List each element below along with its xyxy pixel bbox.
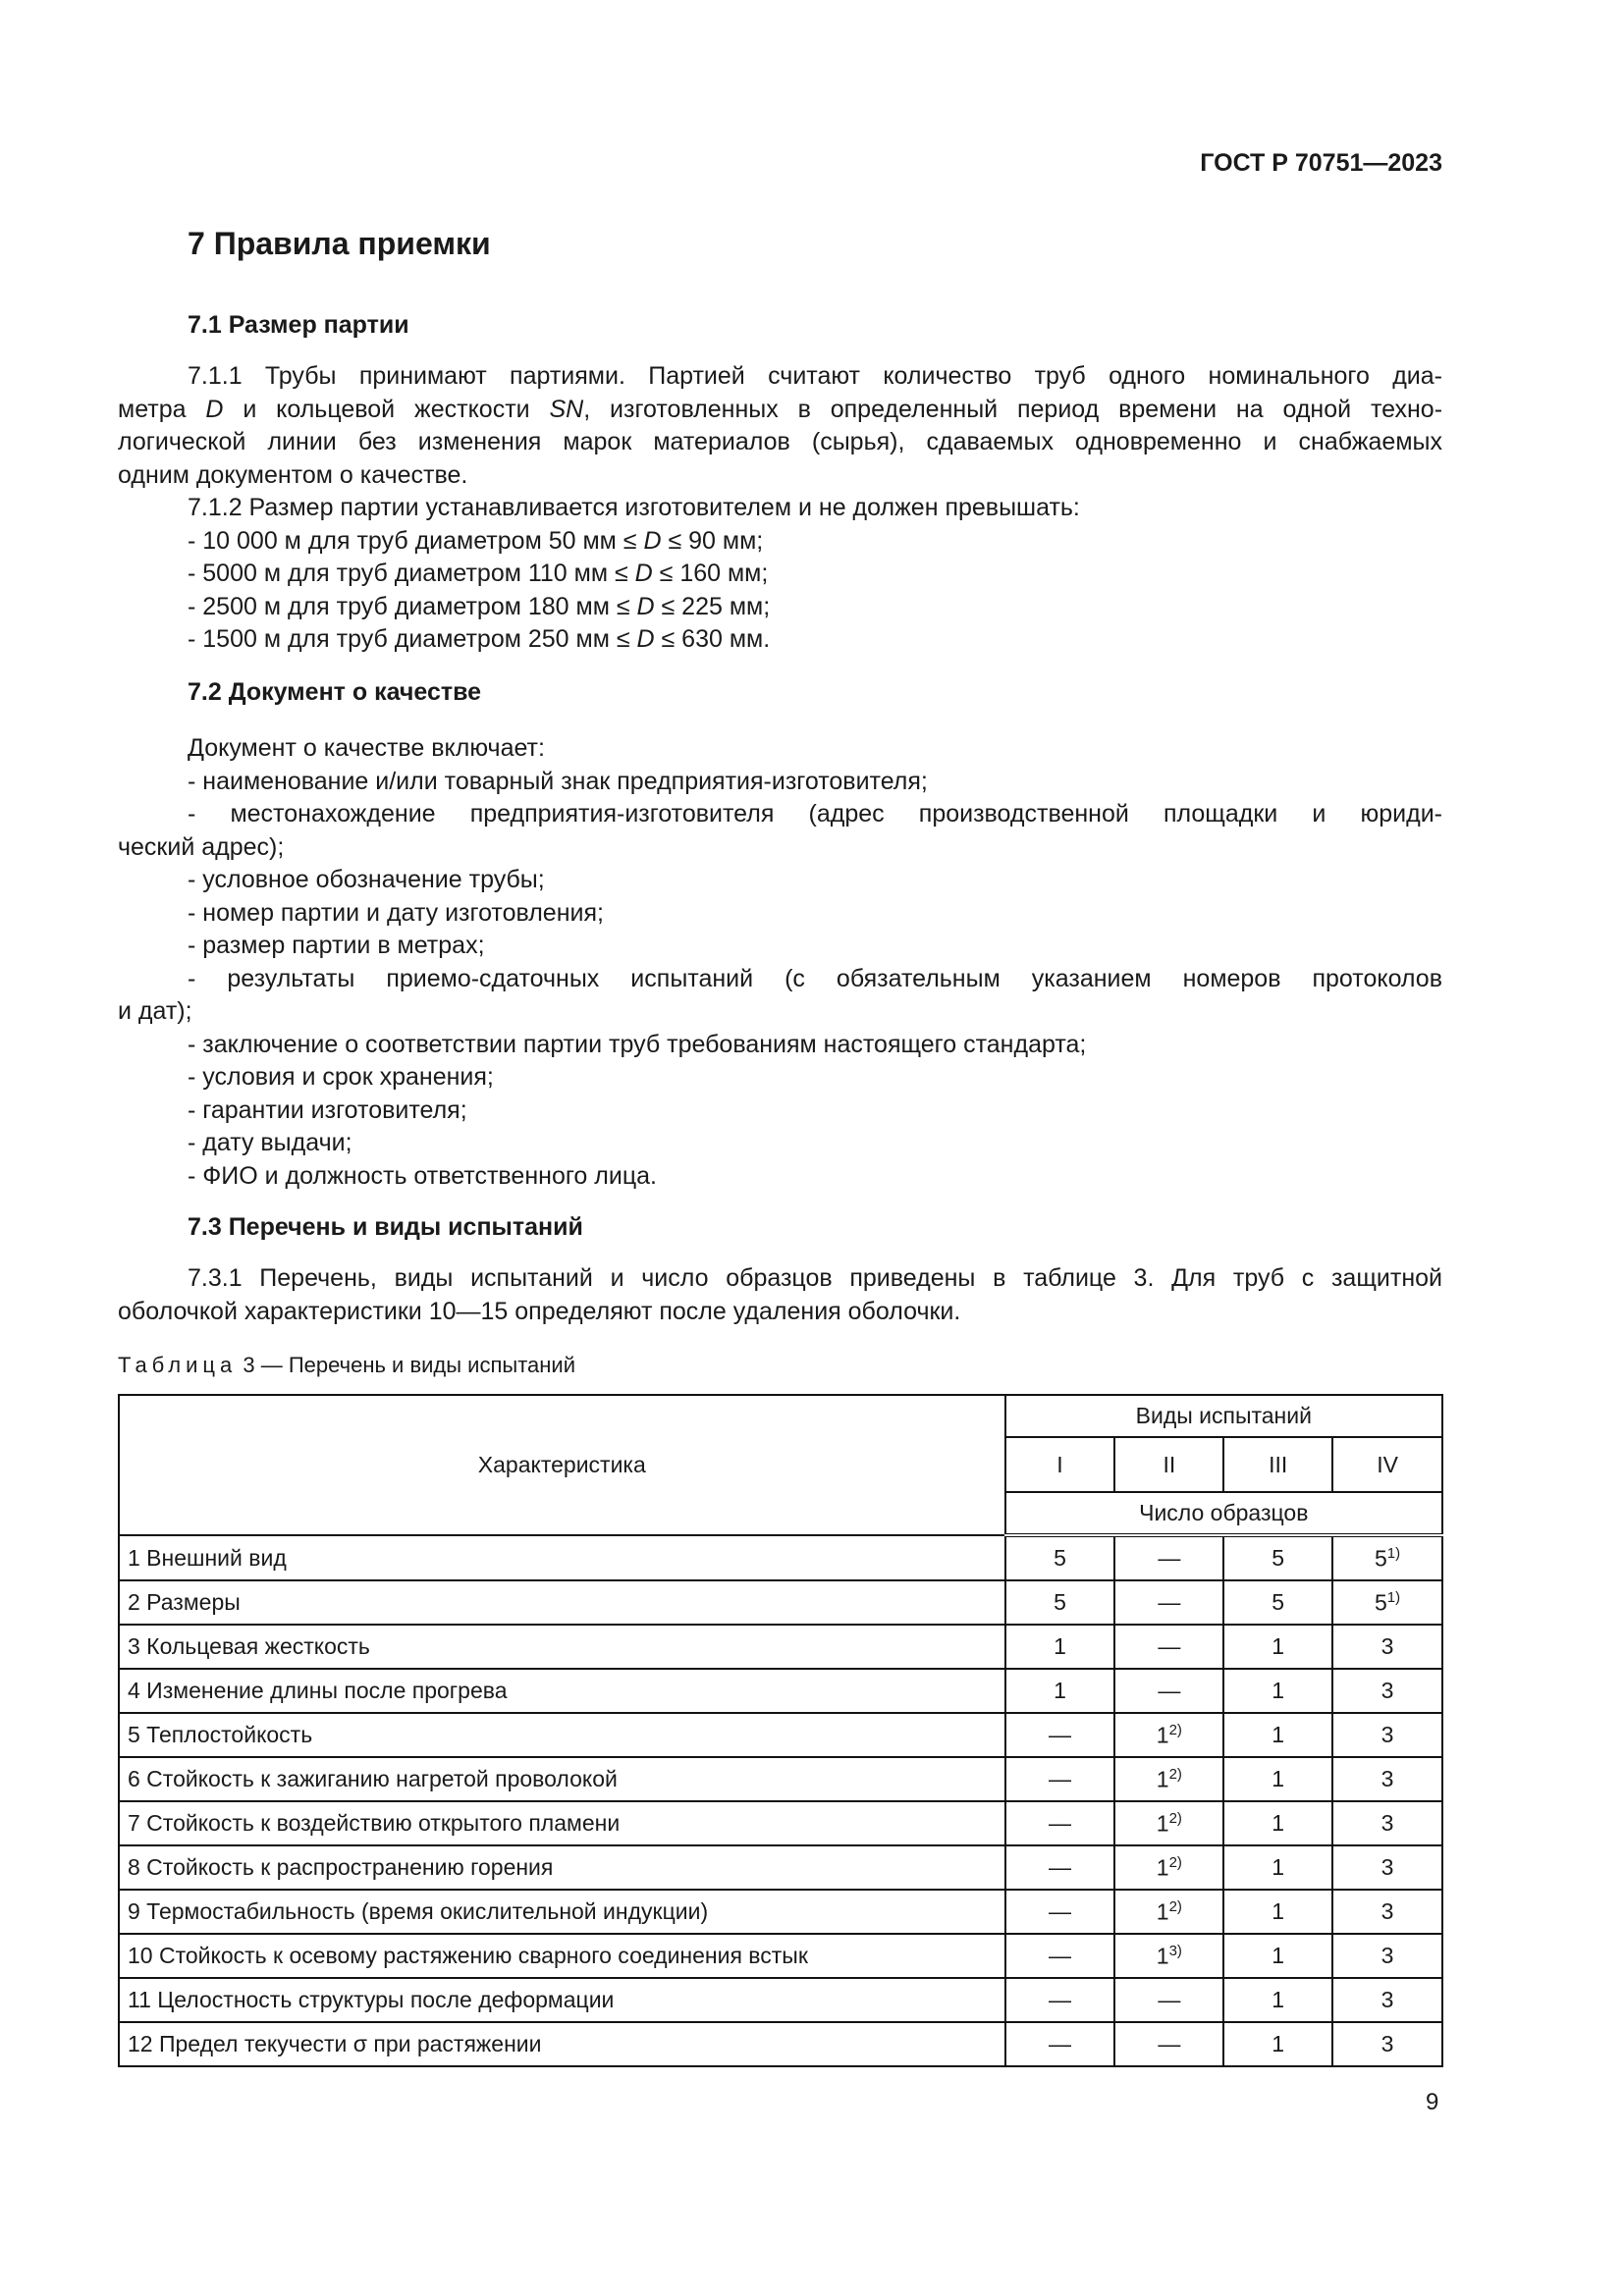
sample-count-cell bbox=[1005, 1625, 1115, 1669]
sample-count-cell bbox=[1332, 1757, 1442, 1801]
sample-count-cell bbox=[1005, 1580, 1115, 1625]
sample-count-cell bbox=[1005, 1535, 1115, 1580]
sample-count-cell bbox=[1223, 1669, 1332, 1713]
sample-count-cell bbox=[1332, 2022, 1442, 2066]
sample-count-cell bbox=[1223, 1890, 1332, 1934]
header-sample-count: Число образцов bbox=[1005, 1492, 1442, 1535]
text-line: - местонахождение предприятия-изготовителя (адрес производственной площадки и юриди- bbox=[188, 800, 1442, 828]
text-segment: - 10 000 м для труб диаметром 50 мм ≤ bbox=[188, 526, 644, 555]
text-line: 7.1.2 Размер партии устанавливается изготовителем и не должен превышать: bbox=[188, 494, 1080, 521]
text-line bbox=[118, 525, 1442, 559]
sample-count-cell bbox=[1332, 1669, 1442, 1713]
table-row bbox=[119, 1978, 1442, 2022]
sample-count-value: 1 bbox=[1272, 1722, 1285, 1747]
text-line: - дату выдачи; bbox=[188, 1129, 352, 1156]
footnote-ref: 1) bbox=[1386, 1544, 1401, 1562]
text-line: и дат); bbox=[118, 997, 192, 1025]
sample-count-cell bbox=[1332, 1535, 1442, 1580]
text-segment: ≤ 90 мм; bbox=[661, 526, 764, 555]
table-row bbox=[119, 1890, 1442, 1934]
tests-table bbox=[118, 1394, 1443, 2067]
sample-count-value: 3 bbox=[1380, 1633, 1394, 1659]
heading-7-2: 7.2 Документ о качестве bbox=[188, 678, 482, 706]
text-line: - условия и срок хранения; bbox=[188, 1063, 494, 1091]
characteristic-cell: 11 Целостность структуры после деформации bbox=[119, 1978, 1005, 2022]
table-row bbox=[119, 1535, 1442, 1580]
sample-count-value: — bbox=[1049, 1898, 1071, 1924]
sample-count-value: 3 bbox=[1380, 1943, 1394, 1968]
sample-count-cell bbox=[1005, 1845, 1115, 1890]
sample-count-value: — bbox=[1049, 1987, 1071, 2012]
section-7-2-text bbox=[118, 732, 1442, 1193]
section-title: 7 Правила приемки bbox=[188, 226, 491, 261]
sample-count-value: 5 bbox=[1272, 1545, 1285, 1571]
sample-count-cell bbox=[1114, 1713, 1223, 1757]
sample-count-value: — bbox=[1049, 2031, 1071, 2056]
sample-count-cell bbox=[1114, 2022, 1223, 2066]
sample-count-value: 1 bbox=[1054, 1633, 1066, 1659]
page-number: 9 bbox=[1426, 2089, 1439, 2115]
sample-count-cell bbox=[1114, 1934, 1223, 1978]
text-line: - заключение о соответствии партии труб требованиям настоящего стандарта; bbox=[188, 1030, 1087, 1058]
table-caption bbox=[118, 1353, 575, 1378]
sample-count-value: 5 bbox=[1054, 1545, 1066, 1571]
sample-count-value: 1 bbox=[1156, 1810, 1169, 1837]
header-type-I: I bbox=[1005, 1437, 1115, 1492]
text-segment: - 1500 м для труб диаметром 250 мм ≤ bbox=[188, 625, 637, 653]
characteristic-cell: 6 Стойкость к зажиганию нагретой проволокой bbox=[119, 1757, 1005, 1801]
italic-symbol: D bbox=[643, 526, 662, 555]
footnote-ref: 2) bbox=[1168, 1809, 1182, 1827]
sample-count-cell bbox=[1114, 1757, 1223, 1801]
characteristic-cell: 5 Теплостойкость bbox=[119, 1713, 1005, 1757]
section-7-3-text bbox=[118, 1262, 1442, 1328]
characteristic-cell: 9 Термостабильность (время окислительной индукции) bbox=[119, 1890, 1005, 1934]
sample-count-value: 1 bbox=[1156, 1722, 1169, 1748]
sample-count-value: — bbox=[1158, 1987, 1181, 2012]
table-row bbox=[119, 1580, 1442, 1625]
characteristic-cell: 8 Стойкость к распространению горения bbox=[119, 1845, 1005, 1890]
text-line: - результаты приемо-сдаточных испытаний (с обязательным указанием номеров протоколов bbox=[188, 964, 1442, 992]
sample-count-value: 3 bbox=[1380, 2031, 1394, 2056]
italic-symbol: D bbox=[636, 625, 655, 653]
text-line bbox=[118, 558, 1442, 591]
text-segment: метра bbox=[118, 395, 206, 423]
footnote-ref: 2) bbox=[1168, 1721, 1182, 1738]
sample-count-cell bbox=[1114, 1669, 1223, 1713]
sample-count-cell bbox=[1223, 1757, 1332, 1801]
sample-count-cell bbox=[1005, 1934, 1115, 1978]
text-line: Документ о качестве включает: bbox=[188, 734, 545, 762]
sample-count-value: 5 bbox=[1054, 1589, 1066, 1615]
sample-count-value: — bbox=[1049, 1810, 1071, 1836]
sample-count-value: — bbox=[1158, 1589, 1181, 1615]
characteristic-cell: 10 Стойкость к осевому растяжению сварного соединения встык bbox=[119, 1934, 1005, 1978]
sample-count-value: — bbox=[1049, 1943, 1071, 1968]
sample-count-value: 1 bbox=[1272, 1854, 1285, 1880]
sample-count-cell bbox=[1223, 1713, 1332, 1757]
text-line bbox=[118, 591, 1442, 624]
sample-count-value: 1 bbox=[1272, 1810, 1285, 1836]
header-type-IV: IV bbox=[1332, 1437, 1442, 1492]
sample-count-value: 3 bbox=[1380, 1987, 1394, 2012]
sample-count-cell bbox=[1223, 1978, 1332, 2022]
sample-count-value: 3 bbox=[1380, 1854, 1394, 1880]
sample-count-value: 5 bbox=[1272, 1589, 1285, 1615]
sample-count-cell bbox=[1114, 1580, 1223, 1625]
sample-count-value: 1 bbox=[1054, 1678, 1066, 1703]
footnote-ref: 2) bbox=[1168, 1765, 1182, 1783]
text-segment: ≤ 630 мм. bbox=[654, 625, 771, 653]
text-segment: - 5000 м для труб диаметром 110 мм ≤ bbox=[188, 560, 635, 587]
table-row bbox=[119, 1801, 1442, 1845]
text-line bbox=[118, 623, 1442, 657]
text-line bbox=[118, 394, 1442, 427]
sample-count-value: 1 bbox=[1272, 2031, 1285, 2056]
sample-count-value: — bbox=[1158, 2031, 1181, 2056]
heading-7-1: 7.1 Размер партии bbox=[188, 311, 409, 339]
header-characteristic: Характеристика bbox=[119, 1395, 1005, 1535]
sample-count-cell bbox=[1114, 1535, 1223, 1580]
sample-count-cell bbox=[1114, 1801, 1223, 1845]
table-row bbox=[119, 1934, 1442, 1978]
table-row bbox=[119, 1713, 1442, 1757]
sample-count-cell bbox=[1332, 1801, 1442, 1845]
sample-count-value: — bbox=[1049, 1854, 1071, 1880]
sample-count-value: 1 bbox=[1272, 1943, 1285, 1968]
header-type-III: III bbox=[1223, 1437, 1332, 1492]
table-caption-prefix: Таблица bbox=[118, 1353, 238, 1377]
sample-count-cell bbox=[1332, 1845, 1442, 1890]
characteristic-cell: 1 Внешний вид bbox=[119, 1535, 1005, 1580]
sample-count-cell bbox=[1114, 1625, 1223, 1669]
sample-count-value: 1 bbox=[1272, 1633, 1285, 1659]
sample-count-cell bbox=[1114, 1978, 1223, 2022]
text-segment: ≤ 160 мм; bbox=[652, 560, 769, 587]
table-row bbox=[119, 1845, 1442, 1890]
sample-count-cell bbox=[1114, 1890, 1223, 1934]
text-line: - ФИО и должность ответственного лица. bbox=[188, 1161, 657, 1190]
sample-count-cell bbox=[1332, 1934, 1442, 1978]
text-line: - номер партии и дату изготовления; bbox=[188, 898, 604, 927]
footnote-ref: 2) bbox=[1168, 1853, 1182, 1871]
section-7-1-text bbox=[118, 360, 1442, 657]
sample-count-cell bbox=[1005, 1978, 1115, 2022]
sample-count-cell bbox=[1223, 1535, 1332, 1580]
sample-count-value: 3 bbox=[1380, 1810, 1394, 1836]
characteristic-cell: 3 Кольцевая жесткость bbox=[119, 1625, 1005, 1669]
italic-symbol: D bbox=[634, 560, 653, 587]
text-line: - гарантии изготовителя; bbox=[188, 1095, 467, 1124]
sample-count-value: — bbox=[1158, 1633, 1181, 1659]
footnote-ref: 1) bbox=[1386, 1588, 1401, 1606]
sample-count-cell bbox=[1223, 1625, 1332, 1669]
footnote-ref: 3) bbox=[1168, 1942, 1182, 1959]
characteristic-cell: 12 Предел текучести σ при растяжении bbox=[119, 2022, 1005, 2066]
characteristic-cell: 7 Стойкость к воздействию открытого пламени bbox=[119, 1801, 1005, 1845]
characteristic-cell: 2 Размеры bbox=[119, 1580, 1005, 1625]
footnote-ref: 2) bbox=[1168, 1897, 1182, 1915]
heading-7-3: 7.3 Перечень и виды испытаний bbox=[188, 1213, 583, 1241]
sample-count-value: 5 bbox=[1374, 1545, 1387, 1572]
sample-count-cell bbox=[1332, 1890, 1442, 1934]
sample-count-cell bbox=[1114, 1845, 1223, 1890]
text-line: одним документом о качестве. bbox=[118, 460, 468, 489]
sample-count-value: 1 bbox=[1272, 1987, 1285, 2012]
document-code: ГОСТ Р 70751—2023 bbox=[1200, 149, 1442, 177]
sample-count-value: 1 bbox=[1156, 1766, 1169, 1792]
text-segment: и кольцевой жесткости bbox=[223, 395, 550, 423]
sample-count-value: 1 bbox=[1272, 1898, 1285, 1924]
table-row bbox=[119, 1757, 1442, 1801]
sample-count-value: — bbox=[1049, 1722, 1071, 1747]
sample-count-value: 3 bbox=[1380, 1722, 1394, 1747]
sample-count-value: 1 bbox=[1272, 1766, 1285, 1791]
text-line: логической линии без изменения марок материалов (сырья), сдаваемых одновременно и снабжаемых bbox=[118, 428, 1442, 455]
text-segment: ≤ 225 мм; bbox=[654, 592, 771, 620]
text-line: 7.3.1 Перечень, виды испытаний и число образцов приведены в таблице 3. Для труб с защитной bbox=[188, 1264, 1442, 1292]
sample-count-cell bbox=[1005, 1890, 1115, 1934]
sample-count-value: 3 bbox=[1380, 1766, 1394, 1791]
sample-count-value: 3 bbox=[1380, 1678, 1394, 1703]
sample-count-cell bbox=[1005, 1757, 1115, 1801]
characteristic-cell: 4 Изменение длины после прогрева bbox=[119, 1669, 1005, 1713]
sample-count-cell bbox=[1223, 1580, 1332, 1625]
sample-count-cell bbox=[1332, 1625, 1442, 1669]
header-type-II: II bbox=[1114, 1437, 1223, 1492]
header-test-types: Виды испытаний bbox=[1005, 1395, 1442, 1437]
sample-count-cell bbox=[1005, 1669, 1115, 1713]
sample-count-cell bbox=[1223, 1801, 1332, 1845]
table-row bbox=[119, 1669, 1442, 1713]
table-row bbox=[119, 1625, 1442, 1669]
sample-count-cell bbox=[1223, 1934, 1332, 1978]
sample-count-value: — bbox=[1049, 1766, 1071, 1791]
italic-symbol: SN bbox=[549, 395, 584, 423]
sample-count-value: — bbox=[1158, 1545, 1181, 1571]
sample-count-cell bbox=[1332, 1978, 1442, 2022]
sample-count-value: — bbox=[1158, 1678, 1181, 1703]
sample-count-cell bbox=[1005, 1801, 1115, 1845]
sample-count-cell bbox=[1332, 1713, 1442, 1757]
sample-count-value: 3 bbox=[1380, 1898, 1394, 1924]
sample-count-cell bbox=[1223, 2022, 1332, 2066]
sample-count-cell bbox=[1332, 1580, 1442, 1625]
sample-count-cell bbox=[1223, 1845, 1332, 1890]
table-caption-title: 3 — Перечень и виды испытаний bbox=[237, 1353, 575, 1377]
sample-count-value: 5 bbox=[1374, 1589, 1387, 1616]
text-line: - условное обозначение трубы; bbox=[188, 866, 545, 893]
sample-count-value: 1 bbox=[1272, 1678, 1285, 1703]
table-row bbox=[119, 2022, 1442, 2066]
sample-count-value: 1 bbox=[1156, 1854, 1169, 1881]
italic-symbol: D bbox=[205, 395, 224, 423]
sample-count-cell bbox=[1005, 2022, 1115, 2066]
text-segment: - 2500 м для труб диаметром 180 мм ≤ bbox=[188, 592, 637, 620]
sample-count-value: 1 bbox=[1156, 1898, 1169, 1925]
text-line: - наименование и/или товарный знак предприятия-изготовителя; bbox=[188, 767, 928, 795]
text-segment: , изготовленных в определенный период времени на одной техно- bbox=[583, 395, 1443, 423]
text-line: - размер партии в метрах; bbox=[188, 932, 485, 959]
italic-symbol: D bbox=[636, 592, 655, 620]
sample-count-value: 1 bbox=[1156, 1943, 1169, 1969]
text-line: 7.1.1 Трубы принимают партиями. Партией считают количество труб одного номинального диа- bbox=[188, 362, 1442, 390]
text-line: ческий адрес); bbox=[118, 832, 285, 861]
sample-count-cell bbox=[1005, 1713, 1115, 1757]
text-line: оболочкой характеристики 10—15 определяют после удаления оболочки. bbox=[118, 1297, 961, 1325]
